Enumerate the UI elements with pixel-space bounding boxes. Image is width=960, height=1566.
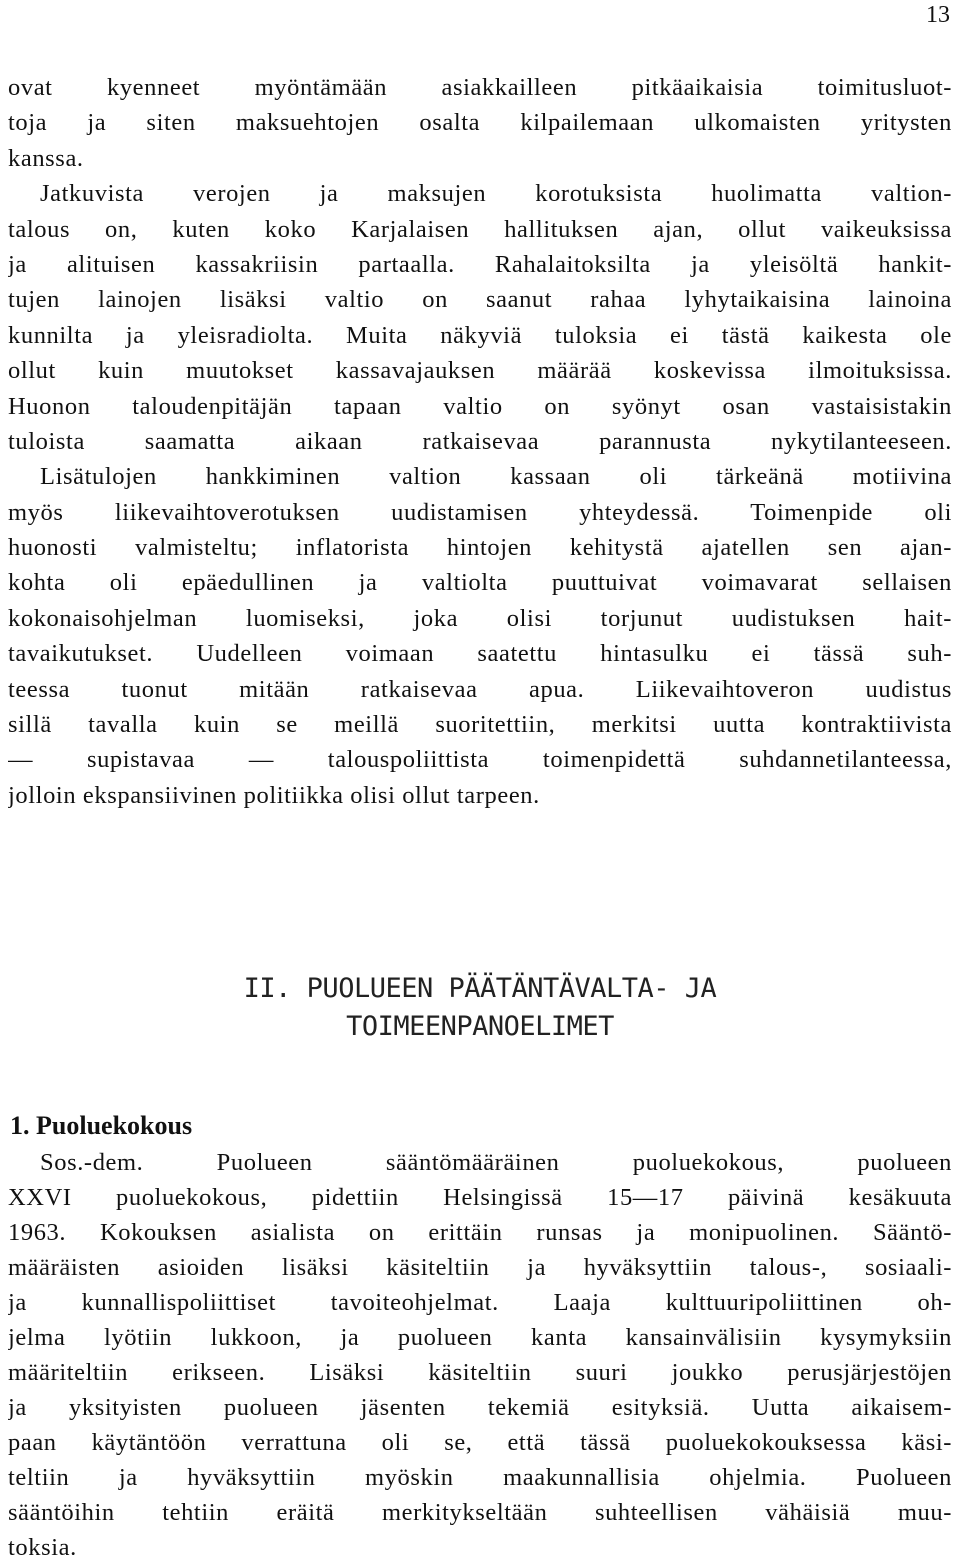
text-line: Jatkuvista verojen ja maksujen korotuksista huolimatta valtion-: [40, 180, 952, 208]
chapter-heading-line-2: TOIMEENPANOELIMET: [346, 1011, 614, 1042]
text-line: Huonon taloudenpitäjän tapaan valtio on syönyt osan vastaisistakin: [8, 392, 952, 420]
text-line: Lisätulojen hankkiminen valtion kassaan oli tärkeänä motiivina: [40, 463, 952, 491]
text-line: kohta oli epäedullinen ja valtiolta puuttuivat voimavarat sellaisen: [8, 569, 952, 597]
chapter-heading-line-1: II. PUOLUEEN PÄÄTÄNTÄVALTA- JA: [243, 973, 717, 1004]
text-line: myös liikevaihtoverotuksen uudistamisen yhteydessä. Toimenpide oli: [8, 498, 952, 526]
text-line: määräisten asioiden lisäksi käsiteltiin ja hyväksyttiin talous-, sosiaali-: [8, 1254, 952, 1281]
text-line: jolloin ekspansiivinen politiikka olisi ollut tarpeen.: [8, 781, 540, 809]
text-line: ja kunnallispoliittiset tavoiteohjelmat. Laaja kulttuuripoliittinen oh-: [8, 1289, 952, 1316]
text-line: 1963. Kokouksen asialista on erittäin runsas ja monipuolinen. Sääntö-: [8, 1219, 952, 1246]
text-line: toja ja siten maksuehtojen osalta kilpailemaan ulkomaisten yritysten: [8, 109, 952, 137]
text-line: ja yksityisten puolueen jäsenten tekemiä esityksiä. Uutta aikaisem-: [8, 1394, 952, 1421]
text-line: huonosti valmisteltu; inflatorista hintojen kehitystä ajatellen sen ajan-: [8, 534, 952, 562]
text-line: sillä tavalla kuin se meillä suoritettiin, merkitsi uutta kontraktiivista: [8, 711, 952, 739]
text-line: ovat kyenneet myöntämään asiakkailleen pitkäaikaisia toimitusluot-: [8, 74, 952, 101]
text-line: kunnilta ja yleisradiolta. Muita näkyviä tuloksia ei tästä kaikesta ole: [8, 321, 952, 349]
text-line: Sos.-dem. Puolueen sääntömääräinen puoluekokous, puolueen: [40, 1149, 952, 1176]
page-number: 13: [926, 2, 950, 28]
chapter-heading: [0, 970, 960, 1046]
text-line: teltiin ja hyväksyttiin myöskin maakunnallisia ohjelmia. Puolueen: [8, 1464, 952, 1491]
text-line: ja alituisen kassakriisin partaalla. Rahalaitoksilta ja yleisöltä hankit-: [8, 250, 952, 278]
text-line: jelma lyötiin lukkoon, ja puolueen kanta kansainvälisiin kysymyksiin: [8, 1324, 952, 1351]
text-line: tuloista saamatta aikaan ratkaisevaa parannusta nykytilanteeseen.: [8, 427, 952, 455]
text-line: — supistavaa — talouspoliittista toimenpidettä suhdannetilanteessa,: [8, 746, 952, 774]
body-text-top: [8, 70, 952, 813]
text-line: kokonaisohjelman luomiseksi, joka olisi torjunut uudistuksen hait-: [8, 604, 952, 632]
text-line: paan käytäntöön verrattuna oli se, että tässä puoluekokouksessa käsi-: [8, 1429, 952, 1456]
text-line: tavaikutukset. Uudelleen voimaan saatettu hintasulku ei tässä suh-: [8, 640, 952, 668]
text-line: kanssa.: [8, 144, 84, 172]
text-line: määriteltiin erikseen. Lisäksi käsiteltiin suuri joukko perusjärjestöjen: [8, 1359, 952, 1386]
text-line: tujen lainojen lisäksi valtio on saanut rahaa lyhytaikaisina lainoina: [8, 286, 952, 314]
text-line: ollut kuin muutokset kassavajauksen määrää koskevissa ilmoituksissa.: [8, 357, 952, 385]
section-heading: 1. Puoluekokous: [10, 1111, 193, 1140]
text-line: talous on, kuten koko Karjalaisen hallituksen ajan, ollut vaikeuksissa: [8, 215, 952, 243]
text-line: teessa tuonut mitään ratkaisevaa apua. Liikevaihtoveron uudistus: [8, 675, 952, 703]
text-line: sääntöihin tehtiin eräitä merkitykseltään suhteellisen vähäisiä muu-: [8, 1499, 952, 1526]
text-line: XXVI puoluekokous, pidettiin Helsingissä 15—17 päivinä kesäkuuta: [8, 1184, 952, 1211]
text-line: toksia.: [8, 1534, 77, 1561]
body-text-bottom: [8, 1145, 952, 1565]
